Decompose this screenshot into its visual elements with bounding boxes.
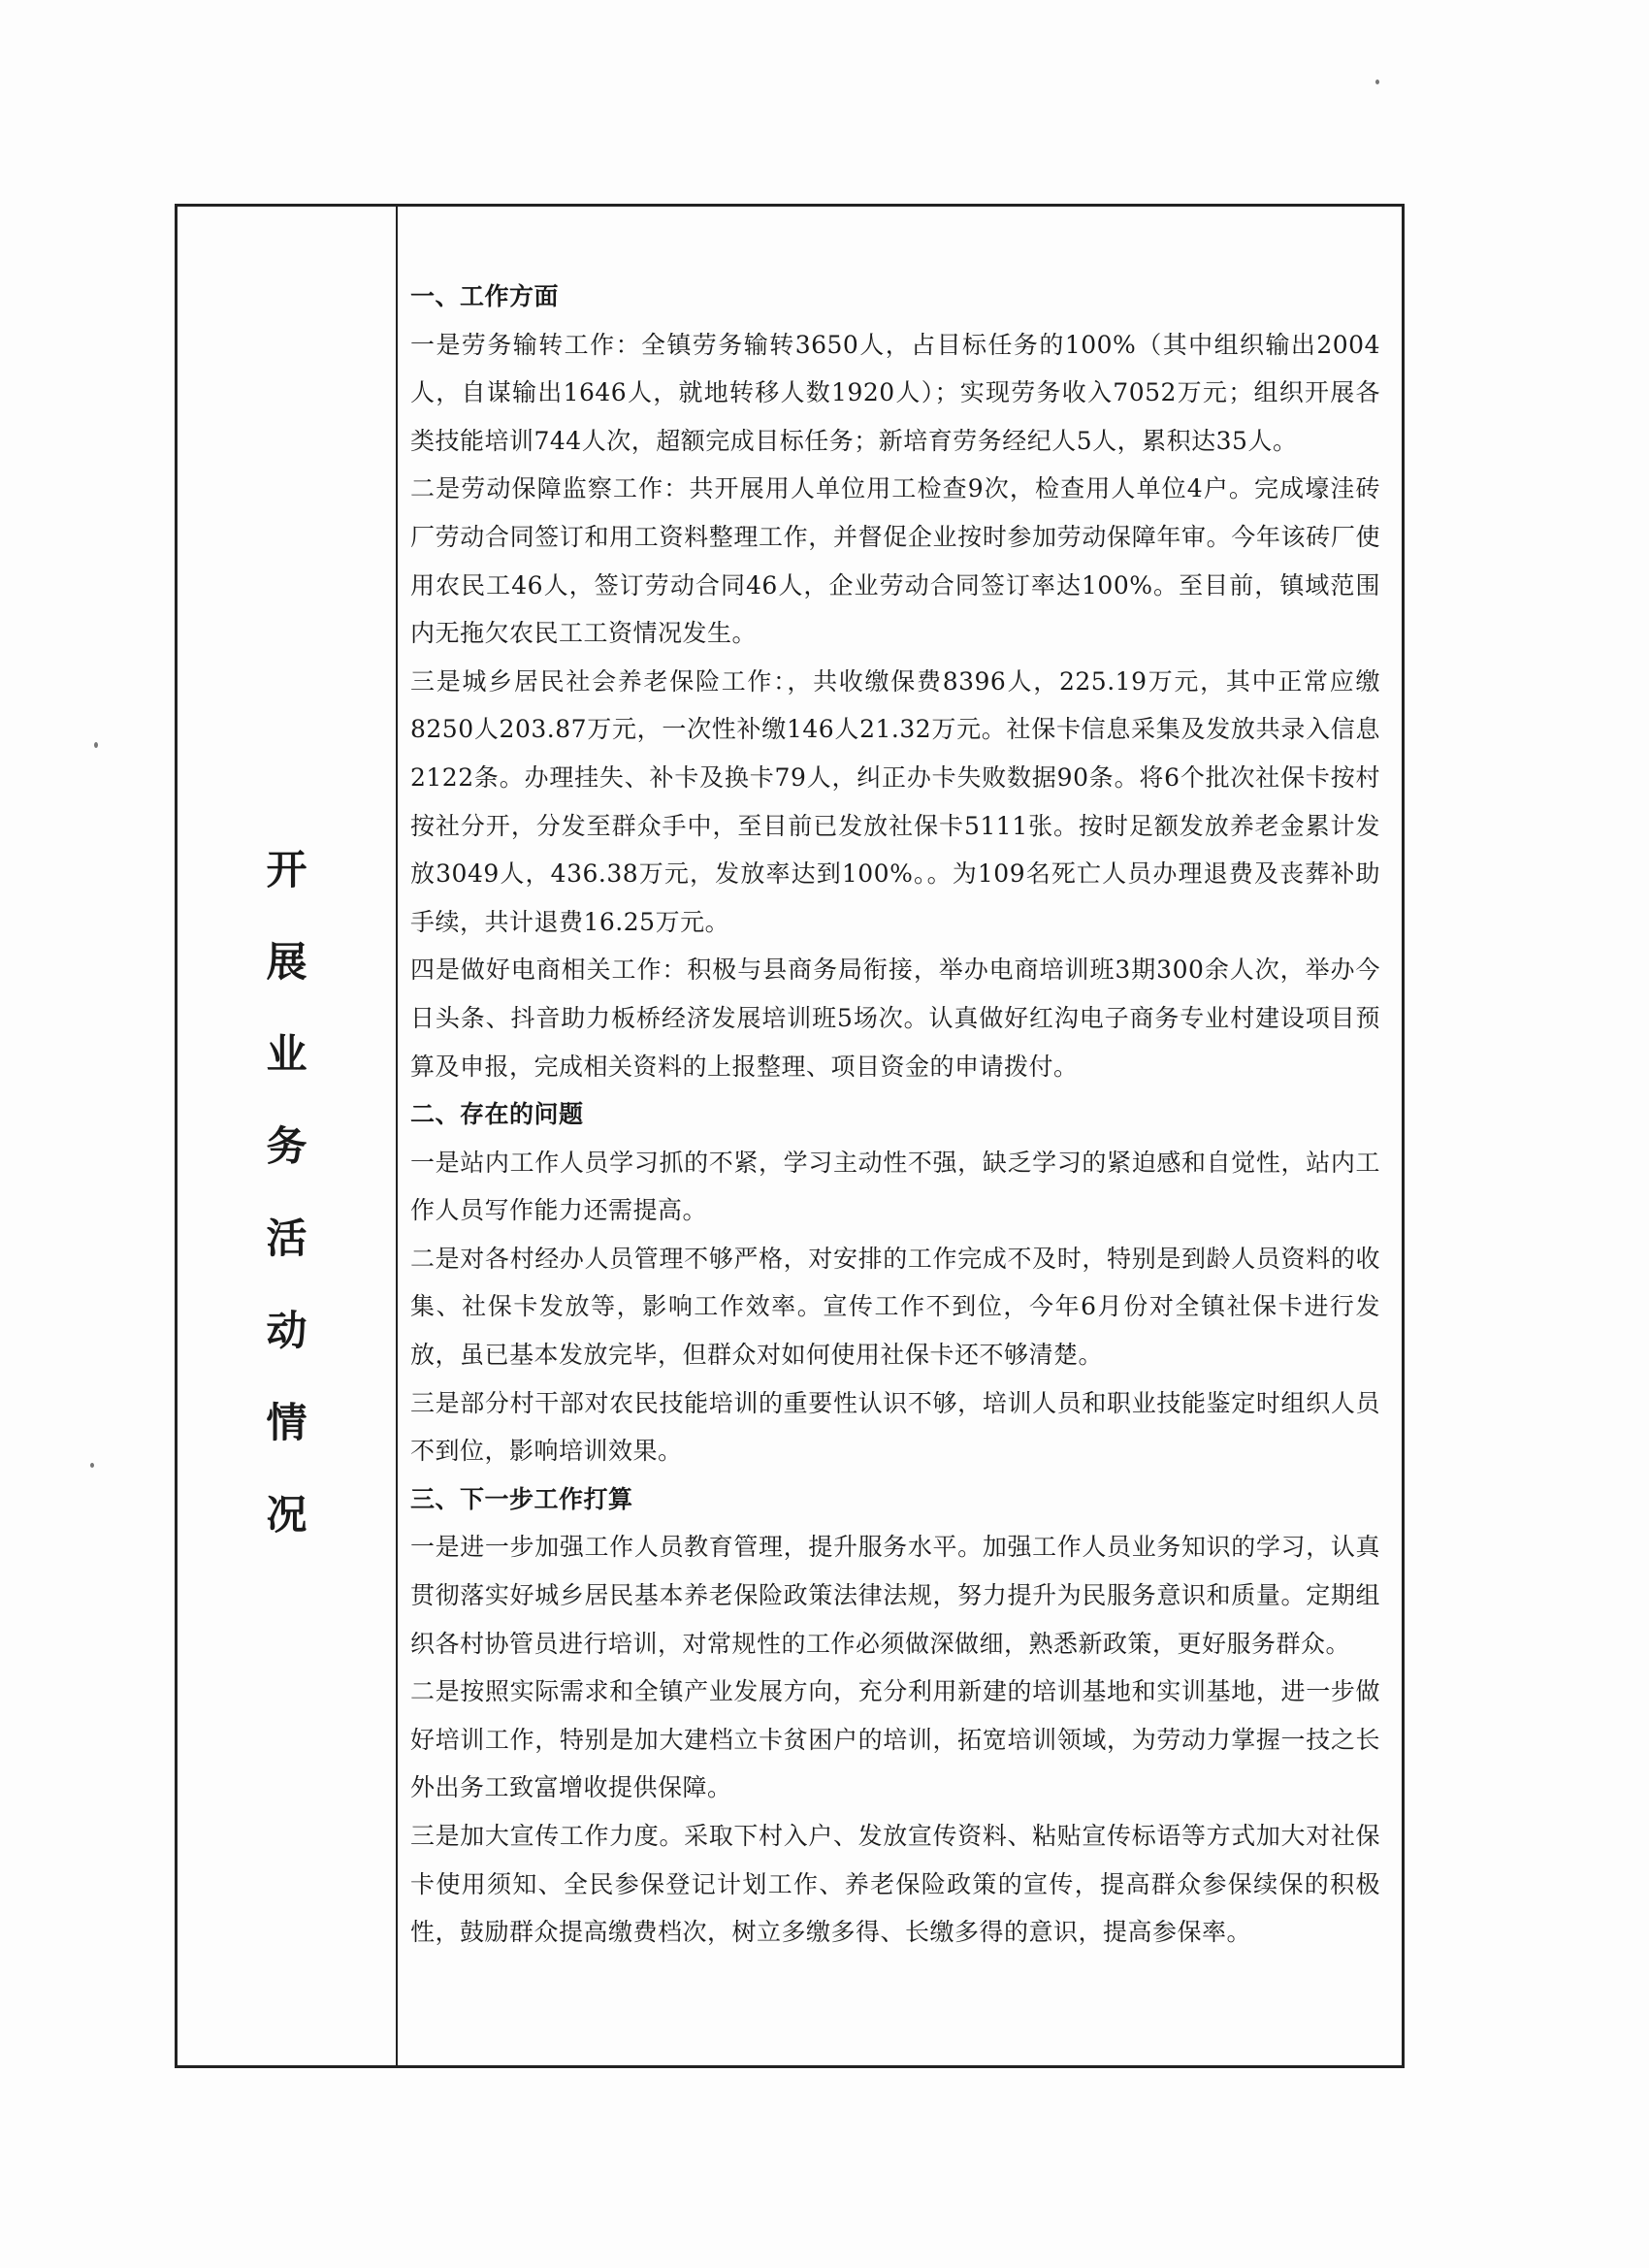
- row-label-char: 况: [266, 1491, 307, 1539]
- paragraph: 一是劳务输转工作：全镇劳务输转3650人，占目标任务的100%（其中组织输出2004人，自谋输出1646人，就地转移人数1920人）；实现劳务收入7052万元；组织开展各类技能培训744人次，超额完成目标任务；新培育劳务经纪人5人，累积达35人。: [410, 330, 1380, 455]
- paragraph: 三是加大宣传工作力度。采取下村入户、发放宣传资料、粘贴宣传标语等方式加大对社保卡使用须知、全民参保登记计划工作、养老保险政策的宣传，提高群众参保续保的积极性，鼓励群众提高缴费档次，树立多缴多得、长缴多得的意识，提高参保率。: [410, 1822, 1380, 1947]
- paragraph: 三是城乡居民社会养老保险工作：，共收缴保费8396人，225.19万元，其中正常应缴8250人203.87万元，一次性补缴146人21.32万元。社保卡信息采集及发放共录入信息2122条。办理挂失、补卡及换卡79人，纠正办卡失败数据90条。将6个批次社保卡按村按社分开，分发至群众手中，至目前已发放社保卡5111张。按时足额发放养老金累计发放3049人，436.38万元，发放率达到100%。。为109名死亡人员办理退费及丧葬补助手续，共计退费16.25万元。: [410, 666, 1380, 936]
- paragraph: 二是按照实际需求和全镇产业发展方向，充分利用新建的培训基地和实训基地，进一步做好培训工作，特别是加大建档立卡贫困户的培训，拓宽培训领域，为劳动力掌握一技之长外出务工致富增收提供保障。: [410, 1677, 1380, 1802]
- section-next-steps: [410, 1475, 1380, 1957]
- row-label-char: 动: [266, 1307, 307, 1354]
- section-problems: [410, 1090, 1380, 1475]
- report-body: [410, 273, 1380, 1957]
- paragraph: 二是劳动保障监察工作：共开展用人单位用工检查9次，检查用人单位4户。完成壕洼砖厂劳动合同签订和用工资料整理工作，并督促企业按时参加劳动保障年审。今年该砖厂使用农民工46人，签订劳动合同46人，企业劳动合同签订率达100%。至目前，镇域范围内无拖欠农民工工资情况发生。: [410, 474, 1380, 648]
- row-label: [178, 207, 396, 2065]
- paragraph: 一是站内工作人员学习抓的不紧，学习主动性不强，缺乏学习的紧迫感和自觉性，站内工作人员写作能力还需提高。: [410, 1148, 1380, 1225]
- row-label-char: 活: [266, 1215, 307, 1262]
- paragraph: 四是做好电商相关工作：积极与县商务局衔接，举办电商培训班3期300余人次，举办今日头条、抖音助力板桥经济发展培训班5场次。认真做好红沟电子商务专业村建设项目预算及申报，完成相关资料的上报整理、项目资金的申请拨付。: [410, 956, 1380, 1081]
- section-heading: 三、下一步工作打算: [410, 1484, 633, 1513]
- scan-speck: [94, 742, 98, 748]
- column-divider: [396, 207, 398, 2065]
- section-heading: 一、工作方面: [410, 282, 560, 310]
- section-heading: 二、存在的问题: [410, 1100, 584, 1129]
- row-label-char: 情: [266, 1399, 307, 1446]
- row-label-char: 展: [266, 938, 307, 986]
- section-work: [410, 273, 1380, 1090]
- row-label-char: 业: [266, 1030, 307, 1078]
- row-label-char: 开: [266, 846, 307, 893]
- row-label-char: 务: [266, 1122, 307, 1170]
- scan-speck: [1375, 80, 1379, 84]
- paragraph: 一是进一步加强工作人员教育管理，提升服务水平。加强工作人员业务知识的学习，认真贯彻落实好城乡居民基本养老保险政策法律法规，努力提升为民服务意识和质量。定期组织各村协管员进行培训，对常规性的工作必须做深做细，熟悉新政策，更好服务群众。: [410, 1533, 1380, 1658]
- paragraph: 二是对各村经办人员管理不够严格，对安排的工作完成不及时，特别是到龄人员资料的收集、社保卡发放等，影响工作效率。宣传工作不到位，今年6月份对全镇社保卡进行发放，虽已基本发放完毕，但群众对如何使用社保卡还不够清楚。: [410, 1244, 1380, 1370]
- form-table: [175, 204, 1405, 2068]
- paragraph: 三是部分村干部对农民技能培训的重要性认识不够，培训人员和职业技能鉴定时组织人员不到位，影响培训效果。: [410, 1388, 1380, 1466]
- scan-speck: [90, 1463, 94, 1468]
